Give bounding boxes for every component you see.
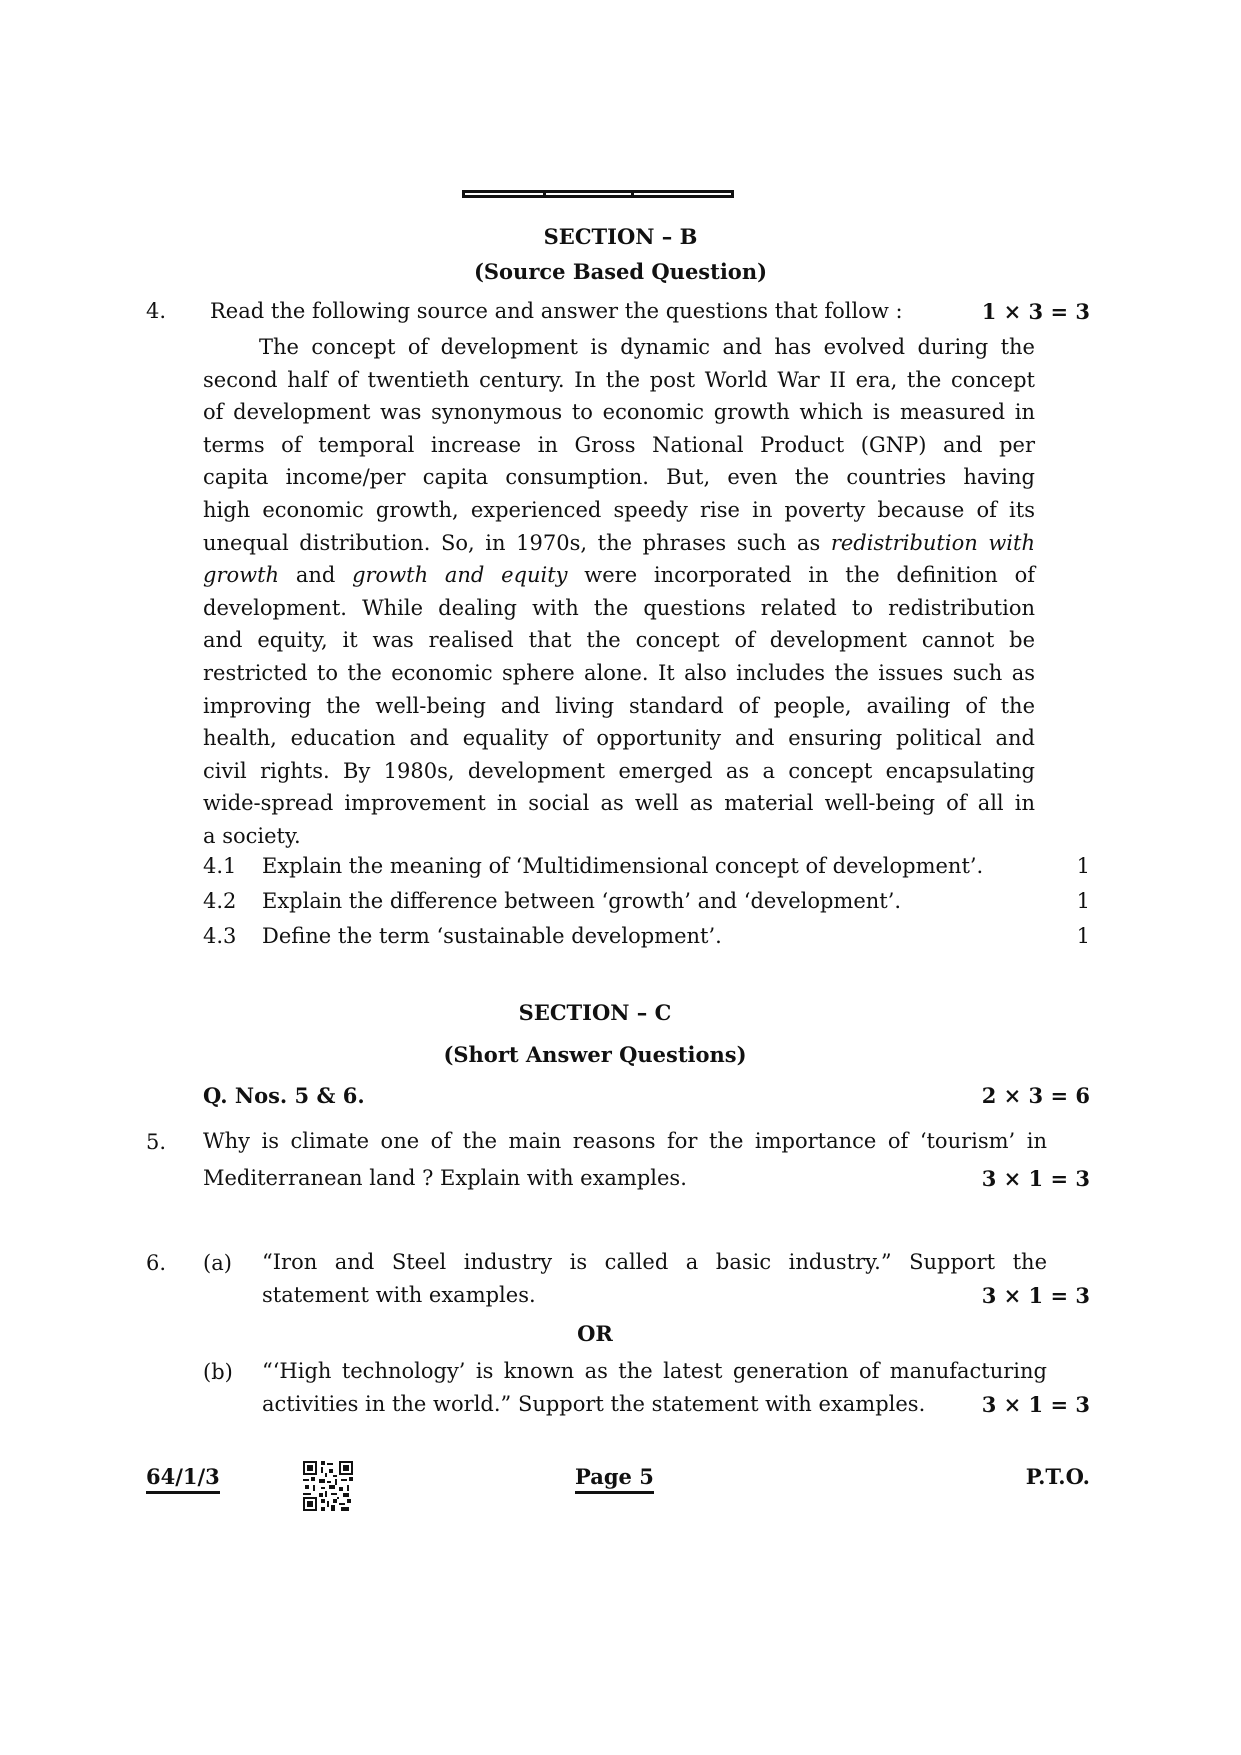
q4-1-marks: 1 [1076, 854, 1090, 878]
page-number: Page 5 [575, 1462, 654, 1491]
q6-a-line: “Iron and Steel industry is called a basic industry.” Support the [262, 1250, 1047, 1274]
q4-2-number: 4.2 [203, 889, 237, 913]
passage-line: civil rights. By 1980s, development emerged as a concept encapsulating [203, 758, 1035, 783]
passage-line: restricted to the economic sphere alone. It also includes the issues such as [203, 660, 1035, 685]
q5-number: 5. [146, 1130, 167, 1154]
section-c-title: SECTION – C [518, 1000, 672, 1025]
separator-bar-icon [462, 190, 734, 198]
passage-line: high economic growth, experienced speedy rise in poverty because of its [203, 497, 1035, 522]
q6-b-text [262, 1355, 1047, 1388]
q4-instruction: Read the following source and answer the questions that follow : [210, 299, 903, 323]
q6-b-line: activities in the world.” Support the statement with examples. [262, 1392, 926, 1416]
q4-marks: 1 × 3 = 3 [981, 299, 1090, 324]
passage-line: unequal distribution. So, in 1970s, the phrases such as redistribution with [203, 530, 1035, 555]
section-c-subtitle: (Short Answer Questions) [443, 1042, 747, 1067]
qr-code-icon [303, 1461, 353, 1511]
passage-line: second half of twentieth century. In the post World War II era, the concept [203, 367, 1035, 392]
passage-line: terms of temporal increase in Gross National Product (GNP) and per [203, 432, 1035, 457]
italic-phrase: redistribution with [830, 530, 1035, 555]
section-b-title: SECTION – B [543, 224, 698, 249]
passage-line: improving the well-being and living standard of people, availing of the [203, 693, 1035, 718]
passage-line: development. While dealing with the questions related to redistribution [203, 595, 1035, 620]
q5-line: Mediterranean land ? Explain with examples. [203, 1166, 687, 1190]
passage-line: of development was synonymous to economic growth which is measured in [203, 400, 1035, 425]
q4-3-marks: 1 [1076, 924, 1090, 948]
q6-a-line: statement with examples. [262, 1283, 536, 1307]
q4-number: 4. [146, 299, 167, 323]
passage-line: The concept of development is dynamic and has evolved during the [259, 335, 1035, 359]
q4-passage [203, 331, 1035, 853]
q6-b-line: “‘High technology’ is known as the latest generation of manufacturing [262, 1359, 1047, 1383]
q4-1-number: 4.1 [203, 854, 237, 878]
q4-2-text: Explain the difference between ‘growth’ and ‘development’. [262, 889, 902, 913]
q6-a-text [262, 1246, 1047, 1279]
passage-line: a society. [203, 823, 301, 848]
passage-line: wide-spread improvement in social as well as material well-being of all in [203, 791, 1035, 816]
or-divider: OR [577, 1321, 613, 1346]
pto-label: P.T.O. [1025, 1464, 1090, 1489]
italic-phrase: growth and equity [352, 563, 568, 588]
passage-line: growth and growth and equity were incorporated in the definition of [203, 563, 1035, 588]
q6-b-label: (b) [203, 1360, 233, 1384]
section-c-marks: 2 × 3 = 6 [981, 1083, 1090, 1108]
passage-line: capita income/per capita consumption. But, even the countries having [203, 465, 1035, 490]
footer-code: 64/1/3 [146, 1462, 220, 1491]
q5-text [203, 1125, 1047, 1158]
q4-2-marks: 1 [1076, 889, 1090, 913]
q6-a-label: (a) [203, 1251, 232, 1275]
q6-number: 6. [146, 1251, 167, 1275]
italic-phrase: growth [203, 563, 280, 588]
section-b-subtitle: (Source Based Question) [473, 259, 768, 284]
q5-marks: 3 × 1 = 3 [981, 1166, 1090, 1191]
q4-1-text: Explain the meaning of ‘Multidimensional concept of development’. [262, 854, 984, 878]
q6-a-marks: 3 × 1 = 3 [981, 1283, 1090, 1308]
passage-line: and equity, it was realised that the concept of development cannot be [203, 628, 1035, 653]
passage-line: health, education and equality of opportunity and ensuring political and [203, 726, 1035, 751]
q6-b-marks: 3 × 1 = 3 [981, 1392, 1090, 1417]
q4-3-number: 4.3 [203, 924, 237, 948]
section-c-qnos: Q. Nos. 5 & 6. [203, 1083, 365, 1108]
q5-line: Why is climate one of the main reasons for the importance of ‘tourism’ in [203, 1129, 1047, 1153]
q4-3-text: Define the term ‘sustainable development’. [262, 924, 722, 948]
